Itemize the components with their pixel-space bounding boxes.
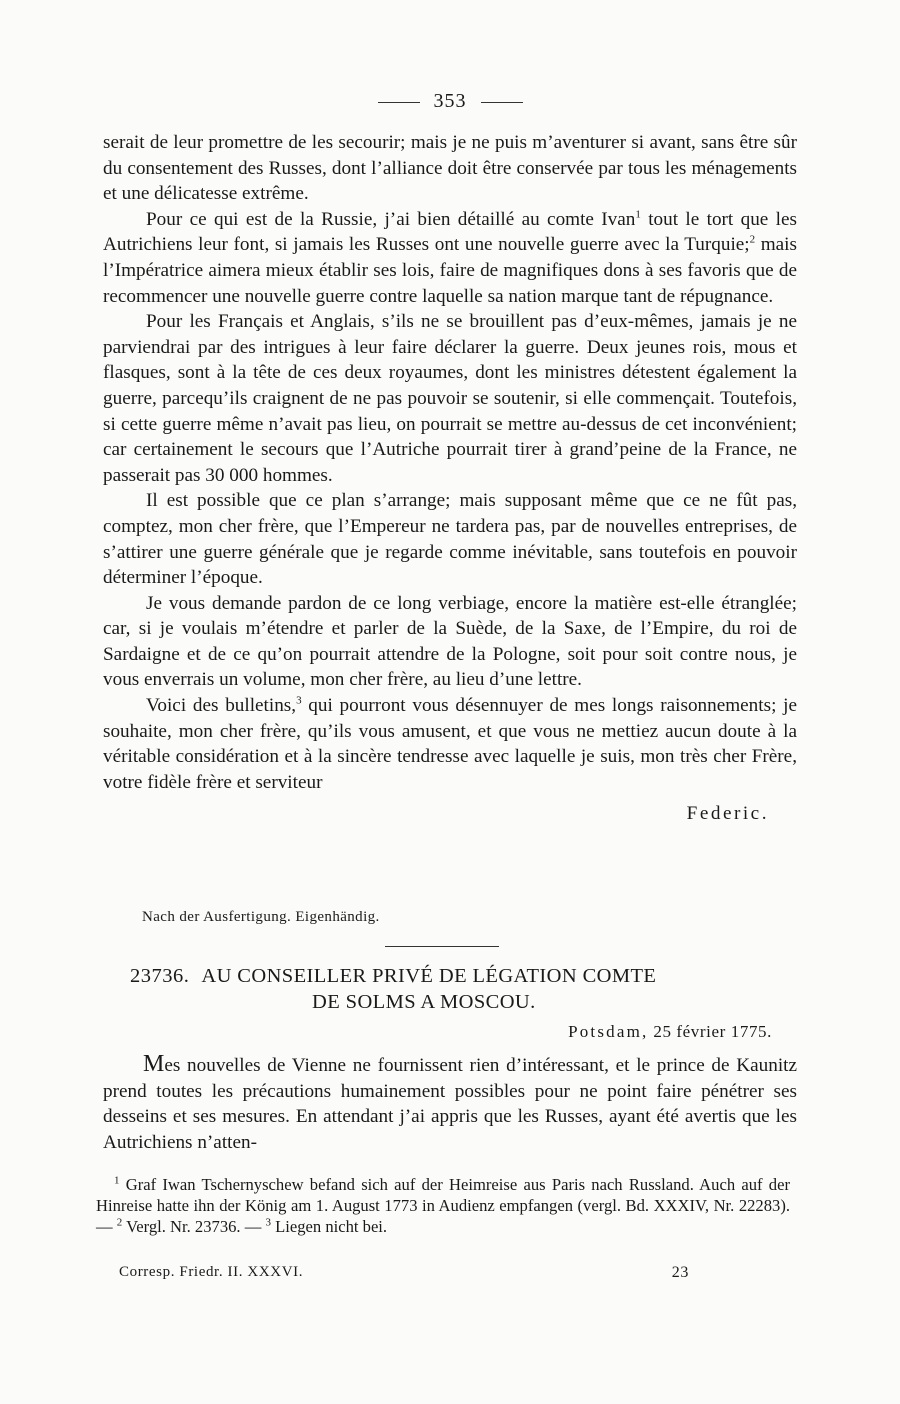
dateline-date: 25 février 1775. bbox=[653, 1022, 772, 1041]
footnote-ref: 2 bbox=[749, 233, 756, 246]
footnote-ref: 1 bbox=[635, 208, 641, 221]
paragraph-text: es nouvelles de Vienne ne fournissent rien d’intéressant, et le prince de Kaunitz prend toutes les précautions humainement possibles pour ne point faire pénétrer ses desseins et ses mesures. En attendant j’ai appris que les Russes, ayant été avertis que les Autrichiens n’atten- bbox=[103, 1055, 797, 1153]
footnote-ref: 3 bbox=[296, 694, 302, 707]
signature-line: Corresp. Friedr. II. XXXVI. bbox=[119, 1264, 304, 1280]
paragraph bbox=[103, 207, 797, 309]
paragraph-text: Pour ce qui est de la Russie, j’ai bien détaillé au comte Ivan bbox=[146, 208, 636, 230]
header-rule-right bbox=[481, 102, 523, 103]
header-rule-left bbox=[378, 102, 420, 103]
paragraph: Pour les Français et Anglais, s’ils ne se brouillent pas d’eux-mêmes, jamais je ne parviendrai par des intrigues à leur faire déclarer la guerre. Deux jeunes rois, mous et flasques, sont à la tête de ces deux royaumes, dont les ministres détestent également la guerre, parcequ’ils craignent de ne pas pouvoir se soutenir, si elle commençait. Toutefois, si cette guerre même n’avait pas lieu, on pourrait se mettre au-dessus de cet inconvénient; car certainement le secours que l’Autriche pourrait tirer à grand’peine de la France, ne passerait pas 30 000 hommes. bbox=[103, 311, 797, 486]
letter-body bbox=[103, 1052, 797, 1155]
sheet-number: 23 bbox=[671, 1264, 689, 1281]
section-divider bbox=[385, 946, 499, 947]
paragraph bbox=[103, 693, 797, 795]
footnotes bbox=[96, 1174, 790, 1237]
paragraph bbox=[103, 1052, 797, 1155]
paragraph-text: mais l’Impératrice aimera mieux établir ses lois, faire de magnifiques dons à ses favoris que de recommencer une nouvelle guerre contre laquelle sa nation marque tant de répugnance. bbox=[103, 234, 797, 307]
paragraph-text: qui pourront vous désennuyer de mes longs raisonnements; je souhaite, mon cher frère, qu’ils vous amusent, et que vous ne mettiez aucun doute à la véritable considération et à la sincère tendresse avec laquelle je suis, mon très cher Frère, votre fidèle frère et serviteur bbox=[103, 695, 797, 793]
footnote-text: Graf Iwan Tschernyschew befand sich auf der Heimreise aus Paris nach Russland. Auch auf der Hinreise hatte ihn der König am 1. August 1773 in Audienz empfangen (vergl. Bd. XXXIV, Nr. 22283). — bbox=[96, 1175, 790, 1236]
footnote-mark: 2 bbox=[116, 1216, 123, 1229]
signature: Federic. bbox=[686, 803, 769, 825]
page-number: 353 bbox=[433, 90, 467, 112]
heading-line-2: DE SOLMS A MOSCOU. bbox=[312, 991, 536, 1013]
letter-heading bbox=[130, 963, 770, 1015]
heading-line-1: AU CONSEILLER PRIVÉ DE LÉGATION COMTE bbox=[201, 965, 657, 987]
letter-continuation bbox=[103, 130, 797, 825]
dateline bbox=[568, 1022, 772, 1042]
dateline-place: Potsdam, bbox=[568, 1022, 649, 1041]
footnote-text: Liegen nicht bei. bbox=[270, 1217, 388, 1236]
paragraph-text: Voici des bulletins, bbox=[146, 695, 297, 717]
page-footer bbox=[119, 1264, 689, 1281]
paragraph: Je vous demande pardon de ce long verbiage, encore la matière est-elle étranglée; car, si je voulais m’étendre et parler de la Suède, de la Saxe, de l’Empire, du roi de Sardaigne et de ce qu’on pourrait attendre de la Pologne, soit pour soit contre nous, je vous enverrais un volume, mon cher frère, au lieu d’une lettre. bbox=[103, 592, 797, 691]
footnote-text: Vergl. Nr. 23736. — bbox=[122, 1217, 266, 1236]
paragraph: Il est possible que ce plan s’arrange; mais supposant même que ce ne fût pas, comptez, mon cher frère, que l’Empereur ne tardera pas, par de nouvelles entreprises, de s’attirer une guerre générale que je regarde comme inévitable, sans toutefois en pouvoir déterminer l’époque. bbox=[103, 490, 797, 589]
initial-letter: M bbox=[143, 1051, 165, 1077]
paragraph: serait de leur promettre de les secourir; mais je ne puis m’aventurer si avant, sans être sûr du consentement des Russes, dont l’alliance doit être conservée par tous les ménagements et une délicatesse extrême. bbox=[103, 132, 797, 205]
footnote-block bbox=[96, 1174, 790, 1237]
footnote-mark: 1 bbox=[114, 1174, 120, 1187]
paragraph-text: tout le tort que les Autrichiens leur font, si jamais les Russes ont une nouvelle guerre avec la Turquie; bbox=[103, 208, 797, 256]
page-header bbox=[0, 90, 900, 113]
footnote-mark: 3 bbox=[265, 1216, 271, 1229]
source-note: Nach der Ausfertigung. Eigenhändig. bbox=[142, 909, 380, 925]
closing-line bbox=[103, 795, 797, 825]
letter-number: 23736. bbox=[130, 965, 190, 987]
